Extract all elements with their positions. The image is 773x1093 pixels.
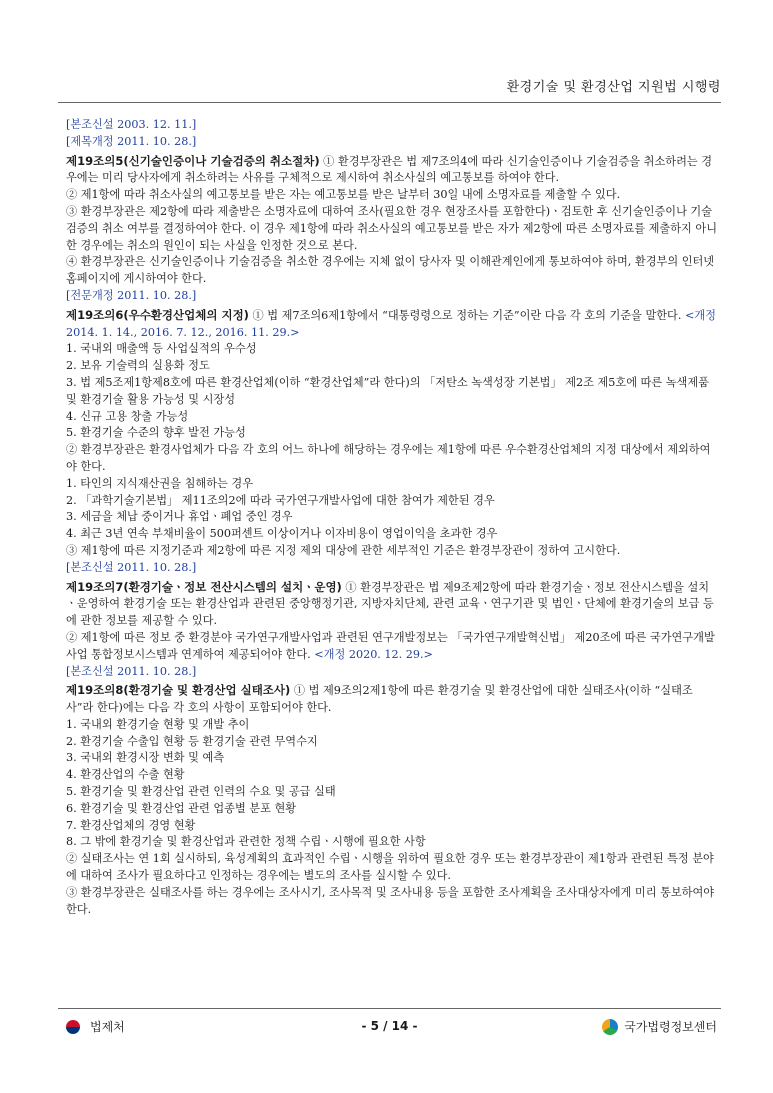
list-item: 4. 신규 고용 창출 가능성 [66,409,189,423]
article-lead-text: ① 환경부장관은 법 제7조의4에 따라 신기술인증이나 기술검증을 취소하려는 경우에는 미리 당사자에게 취소하려는 사유를 구체적으로 제시하여 취소사실의 예고통보를 하여야 한다. [66,154,713,185]
list-item: 1. 국내외 환경기술 현황 및 개발 추이 [66,717,250,731]
document-body [66,117,718,918]
list-item: 3. 세금을 체납 중이거나 휴업ㆍ폐업 중인 경우 [66,510,293,524]
article-lead [66,307,718,342]
list-item: 3. 법 제5조제1항제8호에 따른 환경산업체(이하 “환경산업체”라 한다)의 「저탄소 녹색성장 기본법」 제2조 제5호에 따른 녹색제품 및 환경기술 활용 가능성 및 시장성 [66,375,709,406]
article-19-5 [66,153,718,305]
article-footnote: [본조신설 2011. 10. 28.] [66,560,197,574]
article-lead [66,153,718,188]
article-title: 제19조의7(환경기술ㆍ정보 전산시스템의 설치ㆍ운영) [66,579,342,594]
article-lead-text: ① 법 제7조의6제1항에서 “대통령령으로 정하는 기준”이란 다음 각 호의 기준을 말한다. [248,308,682,322]
list-item: 1. 타인의 지식재산권을 침해하는 경우 [66,476,254,490]
article-lead [66,682,718,717]
article-title: 제19조의5(신기술인증이나 기술검증의 취소절차) [66,153,320,168]
paragraph: ② 실태조사는 연 1회 실시하되, 육성계획의 효과적인 수립ㆍ시행을 위하여 필요한 경우 또는 환경부장관이 제1항과 관련된 특정 분야에 대하여 조사가 필요하다고 인정하는 경우에는 별도의 조사를 실시할 수 있다. [66,852,714,883]
header-divider [58,102,721,103]
article-lead-text: ① 법 제9조의2제1항에 따른 환경기술 및 환경산업에 대한 실태조사(이하 “실태조사”라 한다)에는 다음 각 호의 사항이 포함되어야 한다. [66,684,693,715]
paragraph: ③ 환경부장관은 실태조사를 하는 경우에는 조사시기, 조사목적 및 조사내용 등을 포함한 조사계획을 조사대상자에게 미리 통보하여야 한다. [66,885,715,916]
paragraph: ③ 환경부장관은 제2항에 따라 제출받은 소명자료에 대하여 조사(필요한 경우 현장조사를 포함한다)ㆍ검토한 후 신기술인증이나 기술검증의 취소 여부를 결정하여야 한다. 이 경우 제1항에 따라 취소사실의 예고통보를 받은 자가 제2항에 따른 소명자료를 제출하지 아니한 경우에는 취소의 원인이 되는 사실을 인정한 것으로 본다. [66,204,718,252]
footer-left-label: 법제처 [90,1020,125,1034]
article-footnote: [본조신설 2011. 10. 28.] [66,664,197,678]
paragraph: ② 제1항에 따라 취소사실의 예고통보를 받은 자는 예고통보를 받은 날부터 30일 내에 소명자료를 제출할 수 있다. [66,188,621,202]
list-item: 7. 환경산업체의 경영 현황 [66,818,196,832]
page-number: - 5 / 14 - [361,1019,418,1033]
list-item: 2. 보유 기술력의 실용화 정도 [66,359,210,373]
list-item: 6. 환경기술 및 환경산업 관련 업종별 분포 현황 [66,801,297,815]
list-item: 2. 환경기술 수출입 현황 등 환경기술 관련 무역수지 [66,734,318,748]
list-item: 1. 국내외 매출액 등 사업실적의 우수성 [66,342,257,356]
paragraph: ④ 환경부장관은 신기술인증이나 기술검증을 취소한 경우에는 지체 없이 당사자 및 이해관계인에게 통보하여야 하며, 환경부의 인터넷 홈페이지에 게시하여야 한다. [66,255,715,286]
footer-divider [58,1008,721,1009]
article-19-7 [66,579,718,681]
footer-right [602,1018,717,1035]
list-item: 3. 국내외 환경시장 변화 및 예측 [66,751,225,765]
paragraph: ② 환경부장관은 환경사업체가 다음 각 호의 어느 하나에 해당하는 경우에는 제1항에 따른 우수환경산업체의 지정 대상에서 제외하여야 한다. [66,443,711,473]
preamble-note: [본조신설 2003. 12. 11.] [66,118,197,131]
article-lead [66,579,718,630]
article-19-8 [66,682,718,918]
article-footnote: [전문개정 2011. 10. 28.] [66,288,197,302]
footer-right-label: 국가법령정보센터 [624,1020,717,1034]
article-title: 제19조의8(환경기술 및 환경산업 실태조사) [66,683,291,698]
list-item: 4. 최근 3년 연속 부채비율이 500퍼센트 이상이거나 이자비용이 영업이익을 초과한 경우 [66,527,498,541]
article-lead-text: ① 환경부장관은 법 제9조제2항에 따라 환경기술ㆍ정보 전산시스템을 설치ㆍ운영하여 환경기술 또는 환경산업과 관련된 중앙행정기관, 지방자치단체, 관련 교육ㆍ연구기관 및 법인ㆍ단체에 환경기술의 보급 등에 관한 정보를 제공할 수 있다. [66,580,714,628]
preamble-note: [제목개정 2011. 10. 28.] [66,134,197,148]
amendment-note: <개정 2014. 1. 14., 2016. 7. 12., 2016. 11. 29.> [66,308,716,339]
article-title: 제19조의6(우수환경산업체의 지정) [66,307,249,322]
list-item: 8. 그 밖에 환경기술 및 환경산업과 관련한 정책 수립ㆍ시행에 필요한 사항 [66,835,426,849]
list-item: 5. 환경기술 수준의 향후 발전 가능성 [66,426,246,440]
article-19-6 [66,307,718,577]
amendment-note: <개정 2020. 12. 29.> [310,647,433,661]
document-title: 환경기술 및 환경산업 지원법 시행령 [506,80,721,95]
page-footer [58,1016,721,1038]
paragraph: ③ 제1항에 따른 지정기준과 제2항에 따른 지정 제외 대상에 관한 세부적인 기준은 환경부장관이 정하여 고시한다. [66,543,621,557]
klaw-logo-icon [602,1019,618,1035]
list-item: 4. 환경산업의 수출 현황 [66,768,185,782]
list-item: 5. 환경기술 및 환경산업 관련 인력의 수요 및 공급 실태 [66,785,336,799]
paragraph-text: ② 제1항에 따른 정보 중 환경분야 국가연구개발사업과 관련된 연구개발정보는 「국가연구개발혁신법」 제20조에 따른 국가연구개발사업 통합정보시스템과 연계하여 제공되어야 한다. [66,630,715,661]
paragraph [66,630,718,664]
list-item: 2. 「과학기술기본법」 제11조의2에 따라 국가연구개발사업에 대한 참여가 제한된 경우 [66,493,495,507]
